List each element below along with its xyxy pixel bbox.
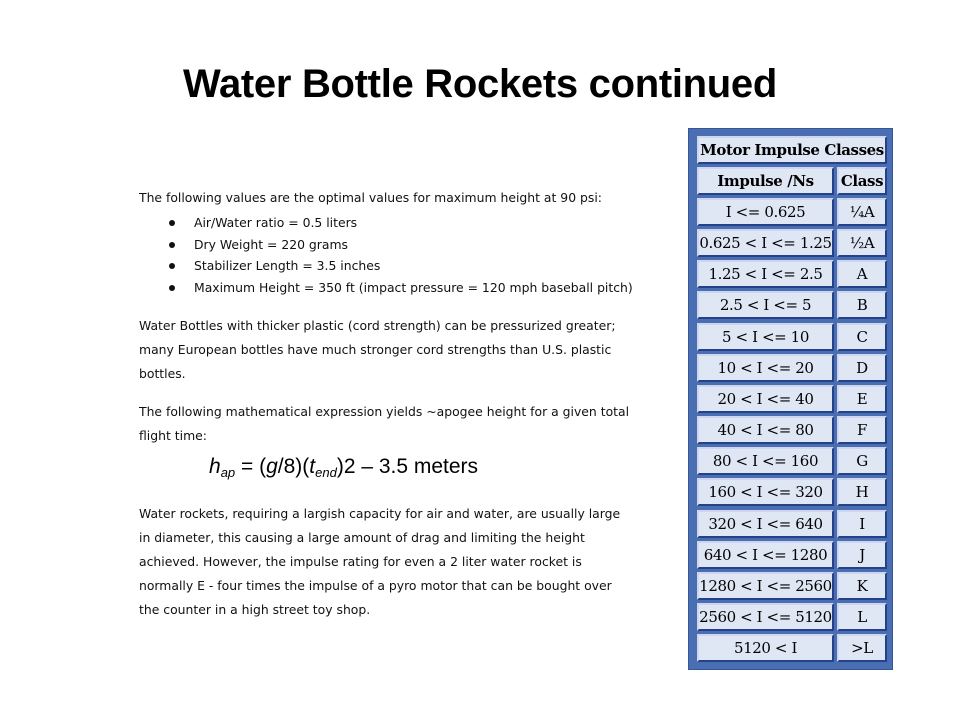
bullet-icon <box>169 285 175 291</box>
impulse-range-cell: 0.625 < I <= 1.25 <box>697 229 834 257</box>
impulse-range-cell: 1.25 < I <= 2.5 <box>697 260 834 288</box>
impulse-range-cell: 20 < I <= 40 <box>697 385 834 413</box>
bullet-icon <box>169 242 175 248</box>
class-cell: K <box>837 572 887 600</box>
list-item: Maximum Height = 350 ft (impact pressure = 120 mph baseball pitch) <box>139 277 679 299</box>
table-row <box>697 323 887 351</box>
impulse-range-cell: I <= 0.625 <box>697 198 834 226</box>
table-row <box>697 634 887 662</box>
class-cell: L <box>837 603 887 631</box>
table-row <box>697 229 887 257</box>
class-column-header: Class <box>837 167 887 195</box>
rockets-paragraph-line: in diameter, this causing a large amount of drag and limiting the height <box>139 530 585 545</box>
class-cell: ¼A <box>837 198 887 226</box>
rockets-paragraph-line: normally E - four times the impulse of a pyro motor that can be bought over <box>139 578 612 593</box>
class-cell: F <box>837 416 887 444</box>
class-cell: D <box>837 354 887 382</box>
body-text <box>139 186 679 622</box>
table-caption-row <box>697 136 887 164</box>
optimal-values-list <box>139 212 679 298</box>
table-row <box>697 572 887 600</box>
class-cell: ½A <box>837 229 887 257</box>
impulse-range-cell: 5 < I <= 10 <box>697 323 834 351</box>
table-row <box>697 447 887 475</box>
table-row <box>697 291 887 319</box>
class-cell: J <box>837 541 887 569</box>
class-cell: >L <box>837 634 887 662</box>
bullet-icon <box>169 263 175 269</box>
table-row <box>697 385 887 413</box>
class-cell: E <box>837 385 887 413</box>
rockets-paragraph-line: achieved. However, the impulse rating for even a 2 liter water rocket is <box>139 554 582 569</box>
impulse-range-cell: 10 < I <= 20 <box>697 354 834 382</box>
list-item: Stabilizer Length = 3.5 inches <box>139 255 679 277</box>
class-cell: H <box>837 478 887 506</box>
impulse-range-cell: 5120 < I <box>697 634 834 662</box>
impulse-range-cell: 2560 < I <= 5120 <box>697 603 834 631</box>
table-row <box>697 510 887 538</box>
class-cell: A <box>837 260 887 288</box>
class-cell: G <box>837 447 887 475</box>
class-cell: I <box>837 510 887 538</box>
table-row <box>697 541 887 569</box>
table-row <box>697 478 887 506</box>
table-row <box>697 603 887 631</box>
impulse-range-cell: 1280 < I <= 2560 <box>697 572 834 600</box>
impulse-range-cell: 640 < I <= 1280 <box>697 541 834 569</box>
class-cell: C <box>837 323 887 351</box>
table-header-row <box>697 167 887 195</box>
apogee-formula: $h_{ap} = (g/8)(t_{end})2 - 3.5$ meters <box>209 455 479 480</box>
table-row <box>697 416 887 444</box>
expression-paragraph-line: The following mathematical expression yields ~apogee height for a given total <box>139 404 630 419</box>
bottle-paragraph-line: bottles. <box>139 366 186 381</box>
slide-title: Water Bottle Rockets continued <box>182 62 778 106</box>
rockets-paragraph-line: the counter in a high street toy shop. <box>139 602 371 617</box>
impulse-range-cell: 160 < I <= 320 <box>697 478 834 506</box>
list-item: Dry Weight = 220 grams <box>139 234 679 256</box>
motor-impulse-table <box>688 128 893 670</box>
bottle-paragraph-line: Water Bottles with thicker plastic (cord strength) can be pressurized greater; <box>139 318 616 333</box>
rockets-paragraph-line: Water rockets, requiring a largish capacity for air and water, are usually large <box>139 506 621 521</box>
list-item: Air/Water ratio = 0.5 liters <box>139 212 679 234</box>
impulse-range-cell: 40 < I <= 80 <box>697 416 834 444</box>
expression-paragraph-line: flight time: <box>139 428 207 443</box>
impulse-range-cell: 2.5 < I <= 5 <box>697 291 834 319</box>
bottle-paragraph-line: many European bottles have much stronger cord strengths than U.S. plastic <box>139 342 612 357</box>
impulse-range-cell: 80 < I <= 160 <box>697 447 834 475</box>
table-caption: Motor Impulse Classes <box>697 136 887 164</box>
bullet-icon <box>169 220 175 226</box>
table-row <box>697 354 887 382</box>
intro-text: The following values are the optimal values for maximum height at 90 psi: <box>139 190 602 205</box>
class-cell: B <box>837 291 887 319</box>
table-row <box>697 198 887 226</box>
table-row <box>697 260 887 288</box>
impulse-column-header: Impulse /Ns <box>697 167 834 195</box>
impulse-range-cell: 320 < I <= 640 <box>697 510 834 538</box>
